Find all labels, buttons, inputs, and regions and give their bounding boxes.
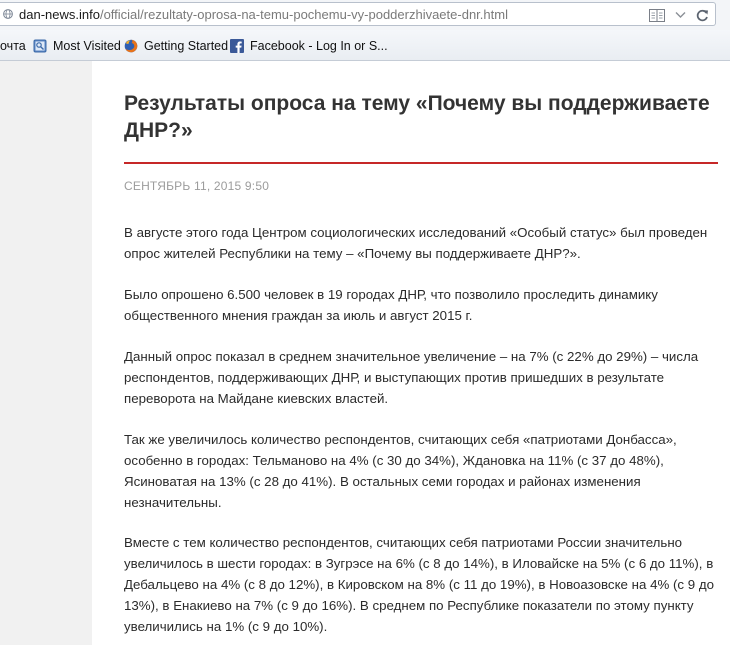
bookmark-facebook[interactable] [230, 38, 388, 54]
article-paragraph: Вместе с тем количество респондентов, считающих себя патриотами России значительно увеличилось в шести городах: в Зугрэсе на 6% (с 8 до 14%), в Иловайске на 5% (с 6 до 11%), в Дебальцево на 4% (с 8 до 12%), в Кировском на 8% (с 11 до 19%), в Новоазовске на 4% (с 9 до 13%), в Енакиево на 7% (с 9 до 16%). В среднем по Республике показатели по этому пункту увеличились на 1% (с 9 до 10%). [124, 535, 714, 634]
article-paragraph: Было опрошено 6.500 человек в 19 городах ДНР, что позволило проследить динамику общественного мнения граждан за июль и август 2015 г. [124, 287, 658, 323]
bookmark-label: очта [0, 39, 26, 53]
firefox-icon [124, 39, 138, 53]
bookmark-label: Most Visited [53, 39, 121, 53]
bookmark-most-visited[interactable] [33, 38, 121, 54]
bookmarks-toolbar [0, 30, 730, 61]
url-domain: dan-news.info [19, 7, 100, 22]
reload-icon[interactable] [696, 9, 709, 22]
article-date: СЕНТЯБРЬ 11, 2015 9:50 [124, 179, 270, 193]
page-left-gutter [0, 61, 92, 645]
facebook-icon [230, 39, 244, 53]
article-paragraph: Так же увеличилось количество респондентов, считающих себя «патриотами Донбасса», особенно в городах: Тельманово на 4% (с 30 до 34%), Ждановка на 11% (с 37 до 48%), Ясиноватая на 13% (с 28 до 41%). В остальных семи городах и районах изменения незначительны. [124, 432, 677, 510]
url-path: /official/rezultaty-oprosa-na-temu-pochemu-vy-podderzhivaete-dnr.html [99, 7, 508, 22]
address-bar[interactable] [0, 2, 716, 26]
article-paragraph: В августе этого года Центром социологических исследований «Особый статус» был проведен опрос жителей Республики на тему – «Почему вы поддерживаете ДНР?». [124, 225, 708, 261]
dropdown-arrow-icon[interactable] [675, 11, 686, 19]
navigation-bar [0, 0, 730, 30]
bookmark-label: Getting Started [144, 39, 229, 53]
article-paragraph: Данный опрос показал в среднем значительное увеличение – на 7% (с 22% до 29%) – числа респондентов, поддерживающих ДНР, и выступающих против пришедших в результате переворота на Майдане киевских властей. [124, 349, 699, 406]
title-divider [124, 162, 718, 164]
bookmark-label: Facebook - Log In or S... [250, 39, 388, 53]
address-text[interactable] [19, 7, 508, 22]
bookmark-getting-started[interactable] [124, 38, 228, 54]
globe-icon [3, 9, 13, 19]
reader-view-icon[interactable] [649, 9, 665, 22]
article-title: Результаты опроса на тему «Почему вы поддерживаете ДНР?» [124, 92, 710, 142]
most-visited-icon [33, 39, 47, 53]
bookmark-mail[interactable] [0, 38, 26, 54]
